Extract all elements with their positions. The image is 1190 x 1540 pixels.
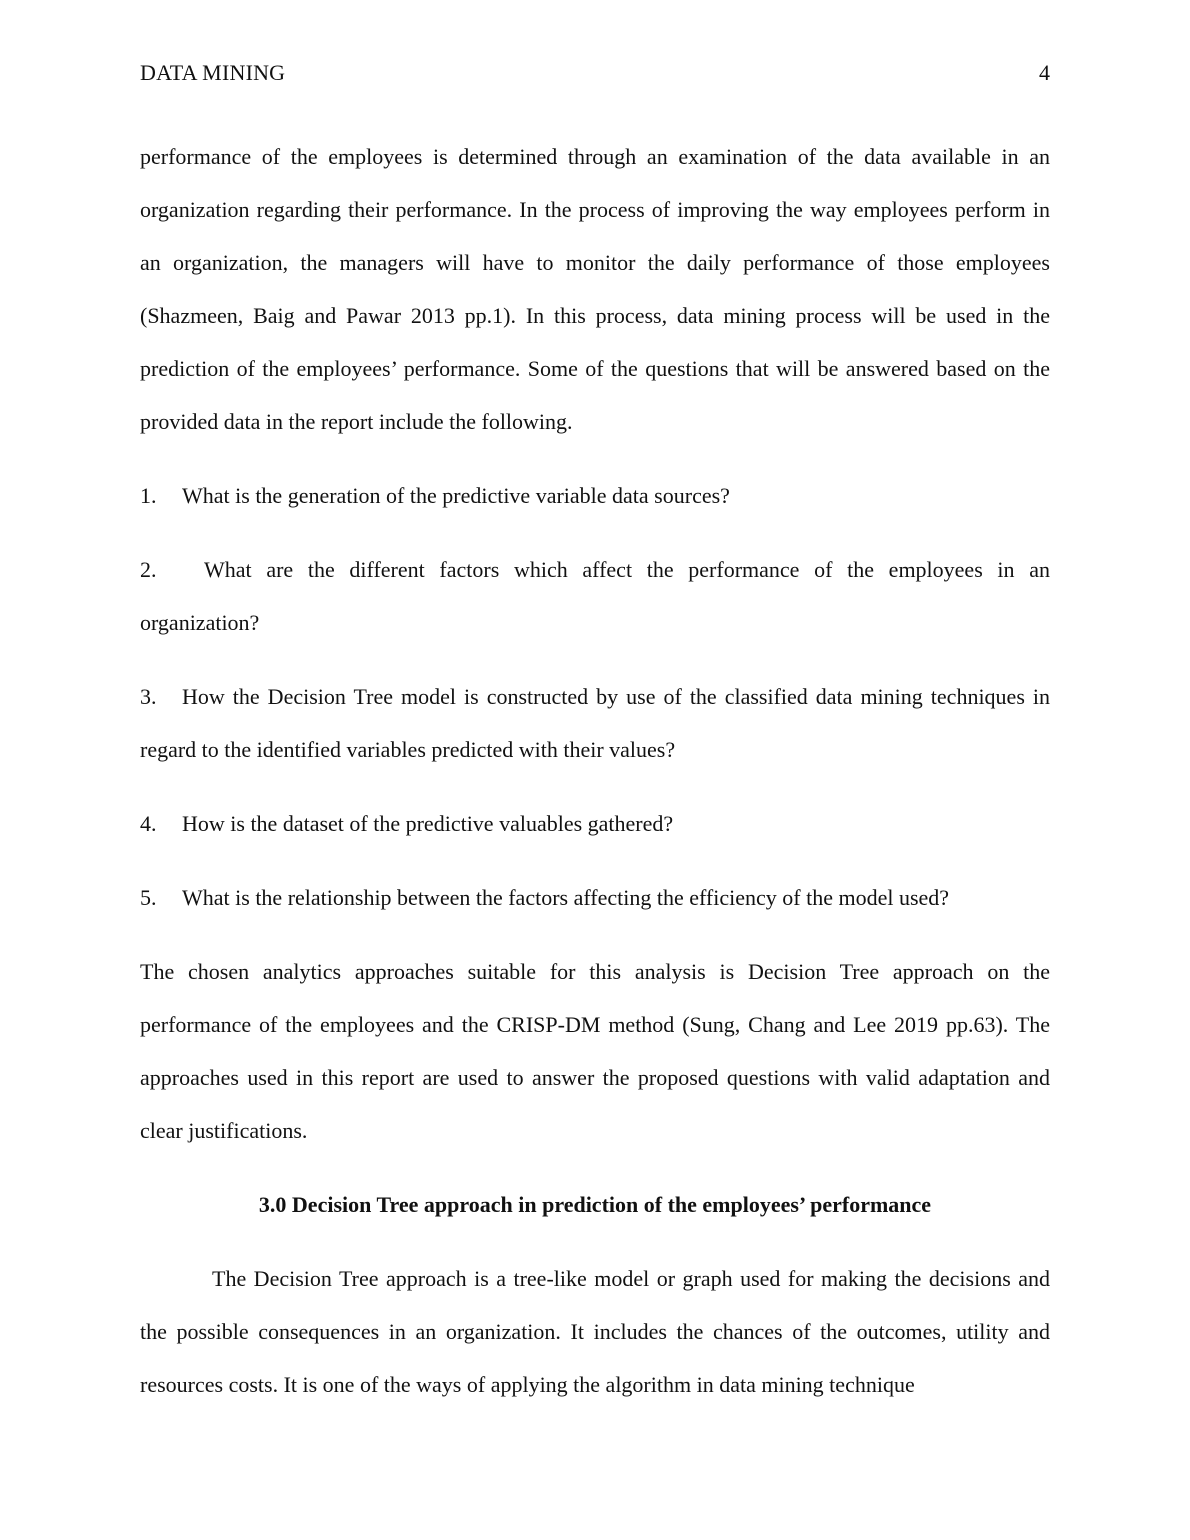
analytics-paragraph: The chosen analytics approaches suitable for this analysis is Decision Tree approach on the performance of the employees and the CRISP-DM method (Sung, Chang and Lee 2019 pp.63). The approaches used in this report are used to answer the proposed questions with valid adaptation and clear justifications. <box>140 959 1050 1143</box>
question-item-5 <box>140 871 1050 924</box>
question-number: 3. <box>140 684 157 709</box>
question-number: 2. <box>140 557 157 582</box>
question-text: What is the relationship between the factors affecting the efficiency of the model used? <box>182 885 950 910</box>
question-item-2 <box>140 543 1050 649</box>
question-item-4 <box>140 797 1050 850</box>
question-number: 4. <box>140 811 157 836</box>
page-number: 4 <box>1039 60 1050 85</box>
question-text: What is the generation of the predictive variable data sources? <box>182 483 730 508</box>
page-header <box>140 60 1050 86</box>
question-number: 5. <box>140 885 157 910</box>
question-text: How the Decision Tree model is constructed by use of the classified data mining techniques in regard to the identified variables predicted with their values? <box>140 684 1050 762</box>
question-item-3 <box>140 670 1050 776</box>
question-number: 1. <box>140 483 157 508</box>
intro-paragraph: performance of the employees is determined through an examination of the data available in an organization regarding their performance. In the process of improving the way employees perform in an organization, the managers will have to monitor the daily performance of those employees (Shazmeen, Baig and Pawar 2013 pp.1). In this process, data mining process will be used in the prediction of the employees’ performance. Some of the questions that will be answered based on the provided data in the report include the following. <box>140 144 1050 434</box>
decision-tree-paragraph: The Decision Tree approach is a tree-like model or graph used for making the decisions and the possible consequences in an organization. It includes the chances of the outcomes, utility and resources costs. It is one of the ways of applying the algorithm in data mining technique <box>140 1266 1050 1397</box>
question-text: How is the dataset of the predictive valuables gathered? <box>182 811 674 836</box>
question-text: What are the different factors which affect the performance of the employees in an organization? <box>140 557 1050 635</box>
section-heading: 3.0 Decision Tree approach in prediction of the employees’ performance <box>258 1192 932 1217</box>
question-item-1 <box>140 469 1050 522</box>
running-head: DATA MINING <box>140 60 286 85</box>
